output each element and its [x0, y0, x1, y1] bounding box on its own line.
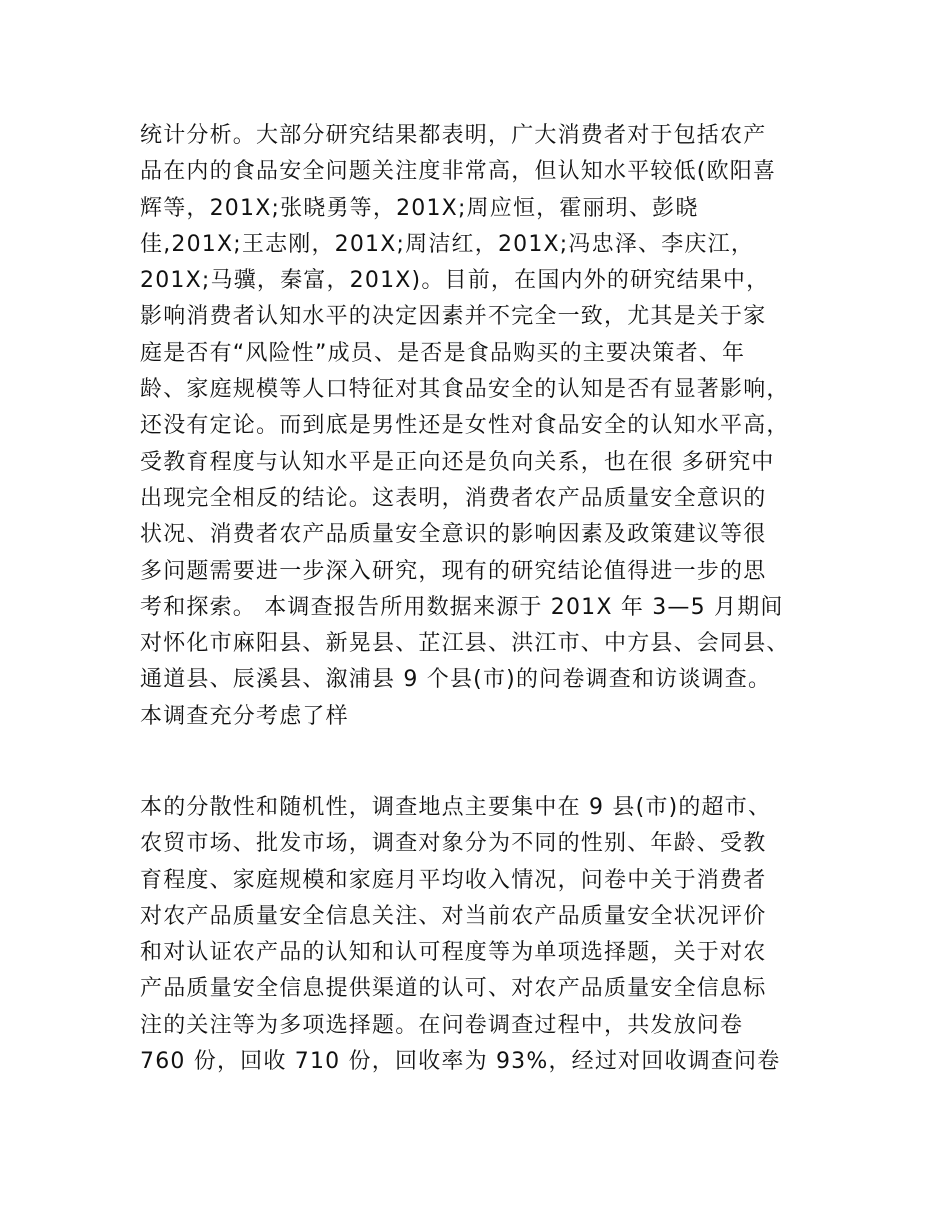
text-line: 统计分析。大部分研究结果都表明，广大消费者对于包括农产 [140, 123, 767, 148]
text-line: 还没有定论。而到底是男性还是女性对食品安全的认知水平高， [140, 413, 790, 439]
text-line: 影响消费者认知水平的决定因素并不完全一致，尤其是关于家 [140, 304, 767, 330]
text-line: 本调查充分考虑了样 [140, 703, 349, 729]
text-line: 状况、消费者农产品质量安全意识的影响因素及政策建议等很 [140, 522, 767, 548]
text-line: 产品质量安全信息提供渠道的认可、对农产品质量安全信息标 [140, 976, 767, 1002]
text-line: 受教育程度与认知水平是正向还是负向关系，也在很 多研究中 [140, 449, 775, 475]
text-line: 出现完全相反的结论。这表明，消费者农产品质量安全意识的 [140, 485, 767, 511]
text-line: 和对认证农产品的认知和认可程度等为单项选择题，关于对农 [140, 940, 767, 966]
text-line: 注的关注等为多项选择题。在问卷调查过程中，共发放问卷 [140, 1012, 744, 1038]
text-line: 庭是否有“风险性”成员、是否是食品购买的主要决策者、年 [140, 340, 746, 366]
text-line: 对怀化市麻阳县、新晃县、芷江县、洪江市、中方县、会同县、 [140, 631, 790, 657]
text-line: 760 份，回收 710 份，回收率为 93%，经过对回收调查问卷 [140, 1049, 781, 1075]
text-line: 201X;马骥，秦富，201X)。目前，在国内外的研究结果中， [140, 268, 770, 294]
paragraph-2 [140, 790, 830, 1080]
text-line: 辉等，201X;张晓勇等，201X;周应恒，霍丽玥、彭晓 [140, 195, 699, 221]
paragraph-1 [140, 118, 830, 735]
text-line: 农贸市场、批发市场，调查对象分为不同的性别、年龄、受教 [140, 831, 767, 857]
text-line: 本的分散性和随机性，调查地点主要集中在 9 县(市)的超市、 [140, 795, 772, 820]
text-line: 通道县、辰溪县、溆浦县 9 个县(市)的问卷调查和访谈调查。 [140, 667, 772, 693]
text-line: 佳,201X;王志刚，201X;周洁红，201X;冯忠泽、李庆江， [140, 231, 755, 257]
text-line: 育程度、家庭规模和家庭月平均收入情况，问卷中关于消费者 [140, 867, 767, 893]
text-line: 多问题需要进一步深入研究，现有的研究结论值得进一步的思 [140, 558, 767, 584]
text-line: 对农产品质量安全信息关注、对当前农产品质量安全状况评价 [140, 903, 767, 929]
text-line: 龄、家庭规模等人口特征对其食品安全的认知是否有显著影响， [140, 377, 790, 403]
text-line: 考和探索。 本调查报告所用数据来源于 201X 年 3—5 月期间 [140, 594, 784, 620]
text-line: 品在内的食品安全问题关注度非常高，但认知水平较低(欧阳喜 [140, 159, 777, 185]
